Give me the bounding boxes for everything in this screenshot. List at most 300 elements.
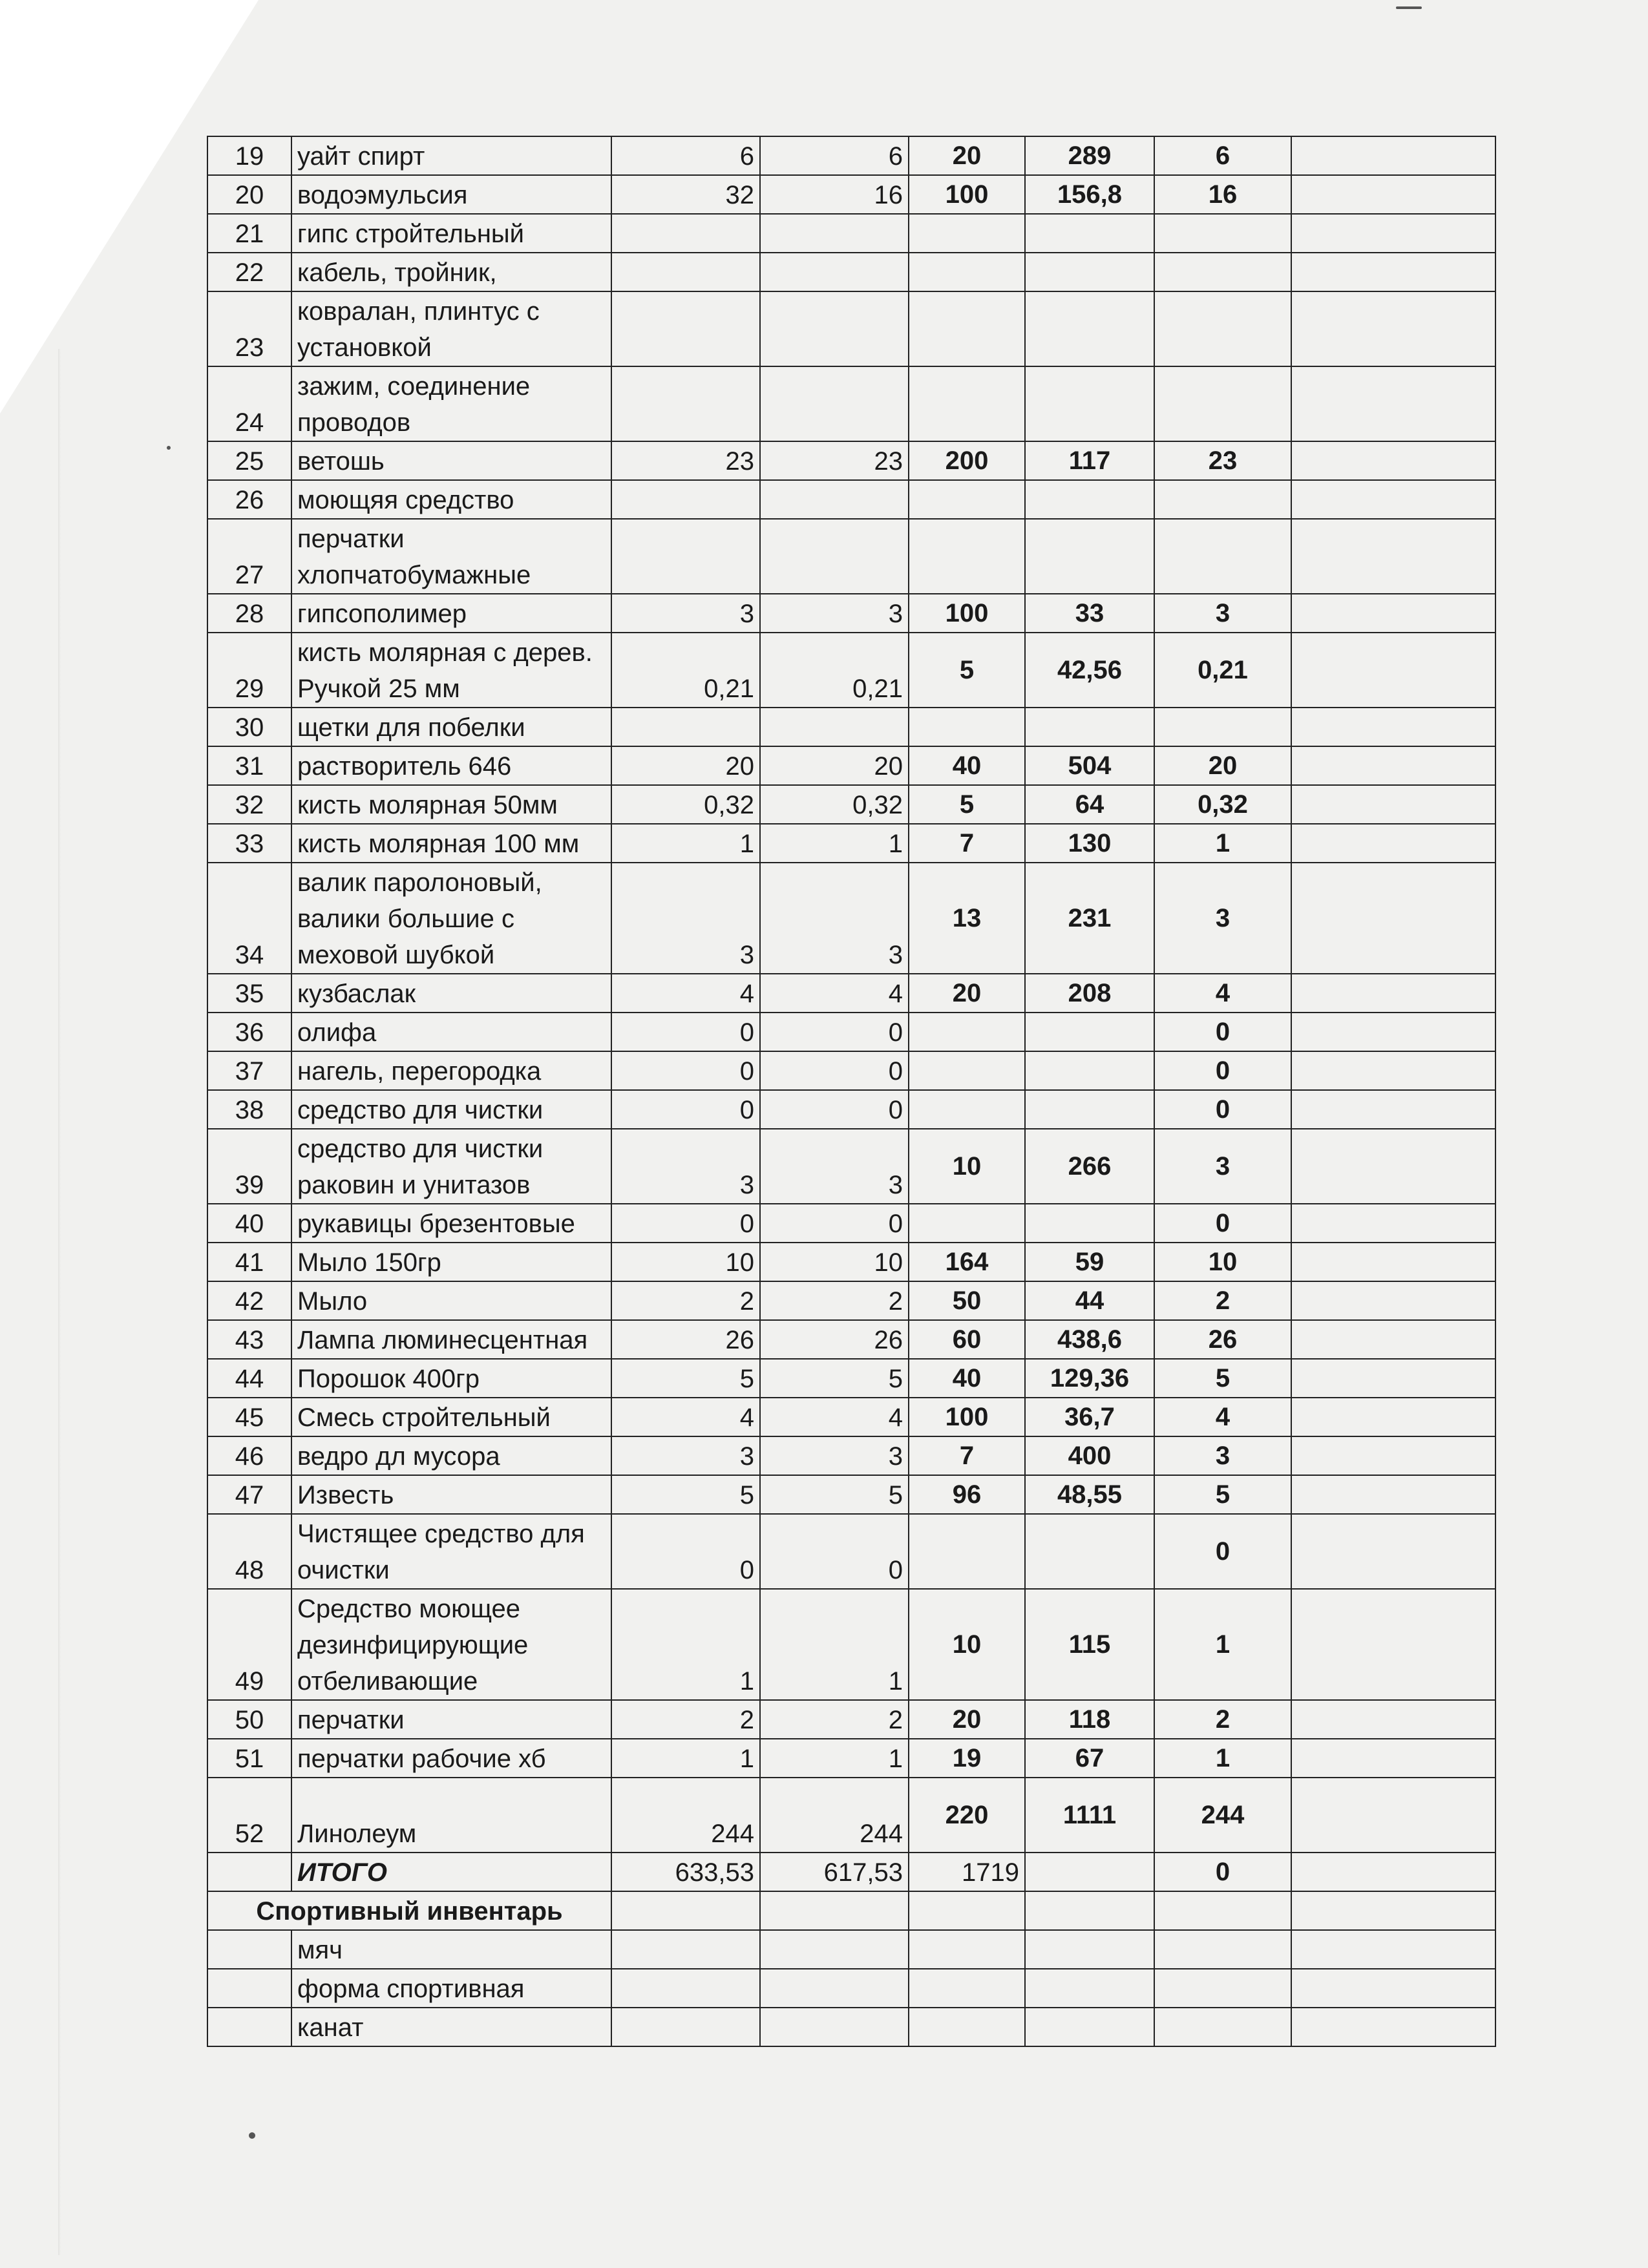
row-number: 48	[207, 1514, 291, 1589]
quantity-e: 3	[1154, 1436, 1291, 1475]
empty-cell	[1291, 214, 1495, 253]
quantity-c: 10	[909, 1589, 1025, 1700]
empty-cell	[1291, 594, 1495, 633]
table-row	[207, 1090, 1495, 1129]
row-number: 41	[207, 1243, 291, 1281]
table-row	[207, 2008, 1495, 2046]
table-row	[207, 1700, 1495, 1739]
quantity-c: 7	[909, 1436, 1025, 1475]
quantity-a: 1	[611, 1589, 760, 1700]
quantity-c: 100	[909, 594, 1025, 633]
quantity-c	[909, 1204, 1025, 1243]
item-name: мяч	[291, 1930, 611, 1969]
quantity-a: 23	[611, 441, 760, 480]
quantity-b: 244	[760, 1778, 909, 1853]
empty-cell	[1291, 708, 1495, 746]
section-header-row	[207, 1891, 1495, 1930]
item-name: гипсополимер	[291, 594, 611, 633]
empty-cell	[1291, 1320, 1495, 1359]
row-number: 36	[207, 1013, 291, 1051]
quantity-a: 3	[611, 863, 760, 974]
item-name: Порошок 400гр	[291, 1359, 611, 1398]
table-body	[207, 136, 1495, 2046]
price: 289	[1025, 136, 1154, 175]
item-name: канат	[291, 2008, 611, 2046]
quantity-c	[909, 253, 1025, 291]
empty-cell	[1154, 1969, 1291, 2008]
table-row	[207, 1739, 1495, 1778]
empty-cell	[1291, 519, 1495, 594]
item-name: Средство моющее дезинфицирующие отбеливающие	[291, 1589, 611, 1700]
quantity-a: 3	[611, 1436, 760, 1475]
quantity-c: 20	[909, 974, 1025, 1013]
price: 231	[1025, 863, 1154, 974]
item-name: перчатки хлопчатобумажные	[291, 519, 611, 594]
quantity-c: 220	[909, 1778, 1025, 1853]
empty-cell	[1291, 1969, 1495, 2008]
total-row	[207, 1853, 1495, 1891]
quantity-e	[1154, 708, 1291, 746]
quantity-b: 0	[760, 1090, 909, 1129]
table-row	[207, 136, 1495, 175]
quantity-e: 20	[1154, 746, 1291, 785]
empty-cell	[1291, 2008, 1495, 2046]
table-row	[207, 1359, 1495, 1398]
quantity-b: 16	[760, 175, 909, 214]
table-row	[207, 1051, 1495, 1090]
table-row	[207, 1281, 1495, 1320]
row-number: 30	[207, 708, 291, 746]
empty-cell	[1291, 441, 1495, 480]
table-row	[207, 1514, 1495, 1589]
quantity-b	[760, 366, 909, 441]
quantity-c	[909, 1051, 1025, 1090]
quantity-e: 5	[1154, 1359, 1291, 1398]
item-name: Смесь стройтельный	[291, 1398, 611, 1436]
row-number: 38	[207, 1090, 291, 1129]
quantity-c: 10	[909, 1129, 1025, 1204]
quantity-e: 0,32	[1154, 785, 1291, 824]
item-name: кузбаслак	[291, 974, 611, 1013]
quantity-a: 1	[611, 1739, 760, 1778]
quantity-a	[611, 291, 760, 366]
table-row	[207, 1778, 1495, 1853]
row-number: 42	[207, 1281, 291, 1320]
table-row	[207, 863, 1495, 974]
table-row	[207, 633, 1495, 708]
item-name: гипс стройтельный	[291, 214, 611, 253]
table-row	[207, 1475, 1495, 1514]
quantity-c: 200	[909, 441, 1025, 480]
price: 48,55	[1025, 1475, 1154, 1514]
price: 44	[1025, 1281, 1154, 1320]
empty-cell	[1291, 1436, 1495, 1475]
quantity-a	[611, 253, 760, 291]
empty-cell	[1291, 253, 1495, 291]
price	[1025, 1204, 1154, 1243]
quantity-b: 26	[760, 1320, 909, 1359]
page-shadow	[58, 349, 61, 2255]
quantity-b: 20	[760, 746, 909, 785]
price	[1025, 708, 1154, 746]
price	[1025, 1090, 1154, 1129]
item-name: средство для чистки раковин и унитазов	[291, 1129, 611, 1204]
row-number: 31	[207, 746, 291, 785]
quantity-a: 4	[611, 1398, 760, 1436]
quantity-b: 3	[760, 1436, 909, 1475]
quantity-c: 13	[909, 863, 1025, 974]
row-number: 26	[207, 480, 291, 519]
quantity-b	[760, 253, 909, 291]
row-number: 27	[207, 519, 291, 594]
row-number: 51	[207, 1739, 291, 1778]
table-row	[207, 708, 1495, 746]
quantity-e: 3	[1154, 1129, 1291, 1204]
quantity-b: 3	[760, 863, 909, 974]
row-number: 47	[207, 1475, 291, 1514]
quantity-a	[611, 366, 760, 441]
item-name: олифа	[291, 1013, 611, 1051]
price	[1025, 214, 1154, 253]
item-name: растворитель 646	[291, 746, 611, 785]
quantity-e: 10	[1154, 1243, 1291, 1281]
quantity-b	[760, 708, 909, 746]
quantity-c	[909, 366, 1025, 441]
row-number: 24	[207, 366, 291, 441]
item-name: моющяя средство	[291, 480, 611, 519]
quantity-a: 10	[611, 1243, 760, 1281]
price: 504	[1025, 746, 1154, 785]
quantity-c	[909, 708, 1025, 746]
quantity-a: 32	[611, 175, 760, 214]
price: 129,36	[1025, 1359, 1154, 1398]
quantity-e: 4	[1154, 974, 1291, 1013]
quantity-e: 0,21	[1154, 633, 1291, 708]
quantity-a: 0,21	[611, 633, 760, 708]
quantity-c	[909, 1090, 1025, 1129]
table-row	[207, 253, 1495, 291]
empty-cell	[1291, 785, 1495, 824]
table-row	[207, 1320, 1495, 1359]
item-name: рукавицы брезентовые	[291, 1204, 611, 1243]
quantity-a: 244	[611, 1778, 760, 1853]
price: 117	[1025, 441, 1154, 480]
quantity-e: 2	[1154, 1700, 1291, 1739]
price: 118	[1025, 1700, 1154, 1739]
quantity-a: 0	[611, 1090, 760, 1129]
empty-cell	[1025, 1969, 1154, 2008]
price	[1025, 291, 1154, 366]
item-name: форма спортивная	[291, 1969, 611, 2008]
empty-cell	[611, 1930, 760, 1969]
table-row	[207, 824, 1495, 863]
empty-cell	[1291, 1589, 1495, 1700]
empty-cell	[1291, 633, 1495, 708]
quantity-a: 26	[611, 1320, 760, 1359]
table-row	[207, 746, 1495, 785]
row-number: 19	[207, 136, 291, 175]
quantity-e: 0	[1154, 1514, 1291, 1589]
quantity-c: 50	[909, 1281, 1025, 1320]
empty-cell	[611, 1969, 760, 2008]
item-name: перчатки	[291, 1700, 611, 1739]
row-number: 28	[207, 594, 291, 633]
empty-cell	[760, 1969, 909, 2008]
table-row	[207, 785, 1495, 824]
row-number: 25	[207, 441, 291, 480]
quantity-a: 5	[611, 1359, 760, 1398]
price: 130	[1025, 824, 1154, 863]
quantity-c: 100	[909, 1398, 1025, 1436]
quantity-a: 4	[611, 974, 760, 1013]
price: 115	[1025, 1589, 1154, 1700]
empty-cell	[1291, 136, 1495, 175]
item-name: Чистящее средство для очистки	[291, 1514, 611, 1589]
item-name: щетки для побелки	[291, 708, 611, 746]
total-c: 1719	[909, 1853, 1025, 1891]
empty-cell	[611, 2008, 760, 2046]
item-name: ведро дл мусора	[291, 1436, 611, 1475]
quantity-e: 1	[1154, 1589, 1291, 1700]
quantity-b: 0	[760, 1204, 909, 1243]
row-number: 21	[207, 214, 291, 253]
price	[1025, 253, 1154, 291]
price	[1025, 366, 1154, 441]
quantity-e: 23	[1154, 441, 1291, 480]
quantity-c	[909, 1013, 1025, 1051]
quantity-b: 0,32	[760, 785, 909, 824]
table-row	[207, 1436, 1495, 1475]
row-number: 32	[207, 785, 291, 824]
empty-cell	[1025, 2008, 1154, 2046]
quantity-e: 4	[1154, 1398, 1291, 1436]
row-number: 22	[207, 253, 291, 291]
item-name: перчатки рабочие хб	[291, 1739, 611, 1778]
empty-cell	[1291, 366, 1495, 441]
quantity-c: 96	[909, 1475, 1025, 1514]
price: 42,56	[1025, 633, 1154, 708]
empty-cell	[1291, 1700, 1495, 1739]
empty-cell	[909, 1891, 1025, 1930]
quantity-a	[611, 519, 760, 594]
quantity-c: 20	[909, 1700, 1025, 1739]
price: 67	[1025, 1739, 1154, 1778]
price: 59	[1025, 1243, 1154, 1281]
quantity-e: 0	[1154, 1013, 1291, 1051]
quantity-a: 0	[611, 1051, 760, 1090]
item-name: ветошь	[291, 441, 611, 480]
row-number: 40	[207, 1204, 291, 1243]
row-number: 49	[207, 1589, 291, 1700]
quantity-a: 0	[611, 1013, 760, 1051]
quantity-a: 2	[611, 1281, 760, 1320]
item-name: Мыло	[291, 1281, 611, 1320]
scan-speck	[1396, 6, 1422, 9]
section-title: Спортивный инвентарь	[207, 1891, 611, 1930]
quantity-e	[1154, 366, 1291, 441]
item-name: зажим, соединение проводов	[291, 366, 611, 441]
row-number: 46	[207, 1436, 291, 1475]
quantity-b: 2	[760, 1700, 909, 1739]
table-row	[207, 366, 1495, 441]
quantity-c: 20	[909, 136, 1025, 175]
quantity-b: 3	[760, 594, 909, 633]
empty-cell	[760, 1891, 909, 1930]
quantity-c: 100	[909, 175, 1025, 214]
quantity-b: 0	[760, 1051, 909, 1090]
empty-cell	[1154, 1930, 1291, 1969]
quantity-a: 0,32	[611, 785, 760, 824]
quantity-b: 3	[760, 1129, 909, 1204]
item-name: Мыло 150гр	[291, 1243, 611, 1281]
item-name: кисть молярная 100 мм	[291, 824, 611, 863]
empty-cell	[1291, 1359, 1495, 1398]
quantity-b: 0	[760, 1514, 909, 1589]
quantity-c	[909, 480, 1025, 519]
row-number: 23	[207, 291, 291, 366]
quantity-a: 6	[611, 136, 760, 175]
row-number: 29	[207, 633, 291, 708]
quantity-b	[760, 214, 909, 253]
quantity-a: 2	[611, 1700, 760, 1739]
quantity-e: 1	[1154, 1739, 1291, 1778]
item-name: средство для чистки	[291, 1090, 611, 1129]
quantity-e: 16	[1154, 175, 1291, 214]
table-row	[207, 1398, 1495, 1436]
quantity-c: 60	[909, 1320, 1025, 1359]
empty-cell	[1291, 1853, 1495, 1891]
quantity-b: 2	[760, 1281, 909, 1320]
price: 33	[1025, 594, 1154, 633]
quantity-e: 2	[1154, 1281, 1291, 1320]
table-row	[207, 974, 1495, 1013]
price	[1025, 519, 1154, 594]
empty-cell	[1291, 974, 1495, 1013]
quantity-a	[611, 480, 760, 519]
quantity-a: 3	[611, 1129, 760, 1204]
quantity-b	[760, 291, 909, 366]
empty-cell	[207, 1853, 291, 1891]
row-number: 44	[207, 1359, 291, 1398]
item-name: нагель, перегородка	[291, 1051, 611, 1090]
quantity-b: 0,21	[760, 633, 909, 708]
empty-cell	[1291, 1281, 1495, 1320]
empty-cell	[909, 2008, 1025, 2046]
empty-cell	[1291, 175, 1495, 214]
empty-cell	[1291, 746, 1495, 785]
price	[1025, 480, 1154, 519]
price	[1025, 1514, 1154, 1589]
quantity-a	[611, 214, 760, 253]
scan-speck	[249, 2132, 255, 2139]
quantity-c: 164	[909, 1243, 1025, 1281]
row-number: 39	[207, 1129, 291, 1204]
quantity-c	[909, 1514, 1025, 1589]
row-number: 35	[207, 974, 291, 1013]
empty-cell	[1291, 824, 1495, 863]
quantity-e: 0	[1154, 1090, 1291, 1129]
quantity-e	[1154, 480, 1291, 519]
quantity-c: 40	[909, 746, 1025, 785]
table-row	[207, 291, 1495, 366]
quantity-b	[760, 480, 909, 519]
item-name: валик паролоновый, валики большие с меховой шубкой	[291, 863, 611, 974]
quantity-b: 5	[760, 1475, 909, 1514]
quantity-b	[760, 519, 909, 594]
total-a: 633,53	[611, 1853, 760, 1891]
empty-cell	[1291, 863, 1495, 974]
price: 156,8	[1025, 175, 1154, 214]
item-name: кисть молярная 50мм	[291, 785, 611, 824]
quantity-c	[909, 214, 1025, 253]
quantity-b: 0	[760, 1013, 909, 1051]
table-row	[207, 175, 1495, 214]
quantity-e: 6	[1154, 136, 1291, 175]
price	[1025, 1013, 1154, 1051]
quantity-a: 5	[611, 1475, 760, 1514]
quantity-b: 10	[760, 1243, 909, 1281]
empty-cell	[909, 1930, 1025, 1969]
quantity-e	[1154, 214, 1291, 253]
empty-cell	[1291, 1204, 1495, 1243]
total-b: 617,53	[760, 1853, 909, 1891]
empty-cell	[207, 2008, 291, 2046]
empty-cell	[1025, 1891, 1154, 1930]
table-row	[207, 441, 1495, 480]
quantity-e: 3	[1154, 594, 1291, 633]
inventory-table	[207, 136, 1496, 2047]
quantity-c: 7	[909, 824, 1025, 863]
quantity-b: 1	[760, 1739, 909, 1778]
table-row	[207, 519, 1495, 594]
empty-cell	[1291, 1891, 1495, 1930]
empty-cell	[1291, 1778, 1495, 1853]
empty-cell	[1291, 1243, 1495, 1281]
item-name: Известь	[291, 1475, 611, 1514]
table-row	[207, 594, 1495, 633]
empty-cell	[1291, 1090, 1495, 1129]
empty-cell	[1291, 1930, 1495, 1969]
item-name: ковралан, плинтус с установкой	[291, 291, 611, 366]
quantity-a: 0	[611, 1204, 760, 1243]
quantity-e: 0	[1154, 1051, 1291, 1090]
price: 36,7	[1025, 1398, 1154, 1436]
quantity-e: 0	[1154, 1204, 1291, 1243]
quantity-e	[1154, 291, 1291, 366]
quantity-a	[611, 708, 760, 746]
row-number: 37	[207, 1051, 291, 1090]
empty-cell	[1291, 1013, 1495, 1051]
price: 1111	[1025, 1778, 1154, 1853]
price: 266	[1025, 1129, 1154, 1204]
quantity-b: 4	[760, 974, 909, 1013]
row-number: 50	[207, 1700, 291, 1739]
scan-speck	[167, 446, 171, 450]
empty-cell	[1291, 1739, 1495, 1778]
quantity-a: 1	[611, 824, 760, 863]
quantity-e: 1	[1154, 824, 1291, 863]
quantity-e: 26	[1154, 1320, 1291, 1359]
quantity-b: 6	[760, 136, 909, 175]
quantity-c	[909, 291, 1025, 366]
table-row	[207, 1204, 1495, 1243]
total-d	[1025, 1853, 1154, 1891]
price: 64	[1025, 785, 1154, 824]
quantity-a: 20	[611, 746, 760, 785]
table-row	[207, 1013, 1495, 1051]
row-number: 43	[207, 1320, 291, 1359]
quantity-b: 1	[760, 1589, 909, 1700]
